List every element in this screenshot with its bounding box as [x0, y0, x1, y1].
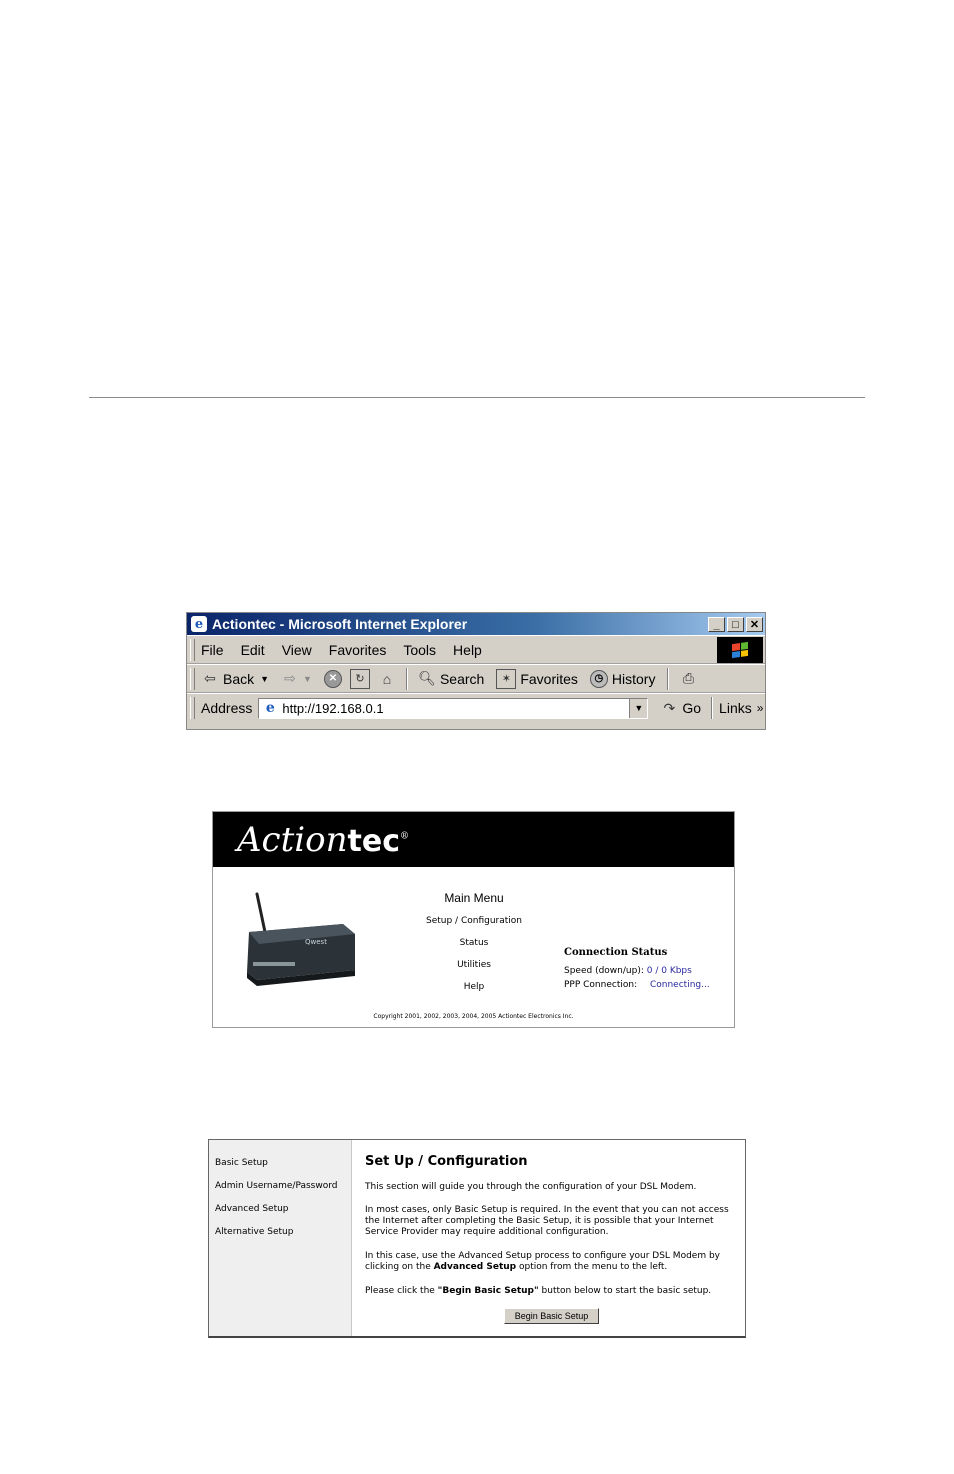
link-help[interactable]: Help	[463, 982, 485, 992]
advanced-setup-paragraph: In this case, use the Advanced Setup process to configure your DSL Modem by clicking on the Advanced Setup option from the menu to the left.	[365, 1251, 720, 1272]
copyright-text: Copyright 2001, 2002, 2003, 2004, 2005 Actiontec Electronics Inc.	[373, 1013, 574, 1020]
speed-row	[564, 966, 692, 976]
link-utilities[interactable]: Utilities	[457, 960, 491, 970]
history-button[interactable]	[590, 670, 656, 688]
search-icon: 🔍︎	[418, 670, 436, 686]
main-menu-panel	[212, 811, 735, 1028]
toolbar-grip	[190, 639, 195, 661]
main-menu-title: Main Menu	[444, 891, 504, 905]
browser-window	[186, 612, 766, 730]
page-title: Set Up / Configuration	[365, 1154, 528, 1169]
links-label: Links	[719, 700, 752, 716]
forward-button[interactable]	[281, 670, 312, 688]
chevron-right-icon: »	[756, 701, 764, 715]
sidebar-item-advanced-setup[interactable]: Advanced Setup	[215, 1204, 289, 1214]
toolbar-separator	[711, 697, 713, 719]
close-button[interactable]: ✕	[746, 617, 763, 632]
maximize-button[interactable]: □	[727, 617, 744, 632]
dropdown-icon[interactable]: ▼	[303, 673, 312, 684]
go-button[interactable]	[660, 699, 701, 717]
history-label: History	[611, 670, 656, 687]
favorites-button[interactable]	[496, 669, 578, 689]
begin-basic-setup-button[interactable]: Begin Basic Setup	[504, 1308, 599, 1324]
browser-title-bar	[187, 613, 765, 635]
speed-label: Speed (down/up):	[564, 966, 644, 976]
back-button[interactable]	[201, 670, 269, 688]
setup-configuration-panel	[208, 1139, 746, 1338]
search-button[interactable]	[418, 670, 484, 688]
go-arrow-icon: ↷	[663, 699, 676, 716]
back-label: Back	[223, 670, 255, 687]
print-icon[interactable]: ⎙	[682, 670, 695, 686]
address-value[interactable]: http://192.168.0.1	[282, 700, 384, 716]
address-dropdown-icon[interactable]: ▼	[629, 699, 647, 718]
windows-flag-icon	[732, 642, 748, 658]
sidebar-item-alternative-setup[interactable]: Alternative Setup	[215, 1227, 294, 1237]
toolbar-separator	[406, 668, 408, 690]
history-clock-icon: ◷	[590, 670, 608, 688]
favorites-star-icon: ✶	[496, 669, 516, 689]
toolbar-separator	[667, 668, 669, 690]
intro-paragraph: This section will guide you through the configuration of your DSL Modem.	[365, 1182, 697, 1192]
address-input[interactable]	[258, 698, 648, 719]
dropdown-icon[interactable]: ▼	[260, 673, 270, 684]
svg-text:Qwest: Qwest	[305, 938, 327, 946]
back-arrow-icon: ⇦	[204, 670, 216, 686]
standard-toolbar	[187, 664, 765, 693]
links-button[interactable]	[719, 700, 763, 716]
menu-view[interactable]: View	[281, 641, 312, 658]
menu-file[interactable]: File	[201, 641, 224, 658]
toolbar-grip	[190, 668, 195, 690]
refresh-icon[interactable]: ↻	[350, 669, 370, 689]
favorites-label: Favorites	[520, 670, 578, 687]
forward-arrow-icon: ⇨	[284, 670, 296, 686]
page-icon: e	[262, 700, 278, 716]
menu-help[interactable]: Help	[453, 641, 482, 658]
link-status[interactable]: Status	[459, 938, 489, 948]
connection-status-title: Connection Status	[564, 947, 668, 958]
home-icon[interactable]: ⌂	[382, 670, 392, 687]
stop-icon[interactable]: ✕	[324, 670, 342, 688]
horizontal-rule	[89, 397, 865, 398]
menu-bar	[187, 635, 765, 664]
minimize-button[interactable]: _	[708, 617, 725, 632]
ie-logo-icon: e	[191, 616, 207, 632]
address-bar	[187, 693, 765, 722]
search-label: Search	[439, 670, 485, 687]
sidebar-item-basic-setup[interactable]: Basic Setup	[215, 1158, 268, 1168]
setup-sidebar	[209, 1140, 352, 1336]
ppp-value: Connecting...	[649, 980, 710, 990]
windows-throbber	[717, 637, 763, 663]
link-setup-configuration[interactable]: Setup / Configuration	[426, 916, 522, 926]
address-label: Address	[201, 700, 253, 716]
modem-image	[243, 892, 363, 992]
window-title: Actiontec - Microsoft Internet Explorer	[212, 616, 468, 632]
menu-tools[interactable]: Tools	[403, 641, 437, 658]
menu-edit[interactable]: Edit	[240, 641, 265, 658]
actiontec-logo: Actiontec®	[237, 820, 409, 860]
basic-setup-paragraph: In most cases, only Basic Setup is required. In the event that you can not access the Internet after completing the Basic Setup, it is possible that your Internet Service Provider may require additional configuration.	[365, 1205, 729, 1237]
toolbar-grip	[190, 697, 195, 719]
go-label: Go	[682, 700, 702, 716]
ppp-row	[564, 980, 710, 990]
ppp-label: PPP Connection:	[564, 980, 638, 990]
brand-header	[213, 812, 734, 867]
menu-favorites[interactable]: Favorites	[328, 641, 387, 658]
instruction-paragraph: Please click the "Begin Basic Setup" button below to start the basic setup.	[365, 1286, 712, 1296]
sidebar-item-admin-username-password[interactable]: Admin Username/Password	[215, 1181, 338, 1191]
speed-value: 0 / 0 Kbps	[646, 966, 692, 976]
